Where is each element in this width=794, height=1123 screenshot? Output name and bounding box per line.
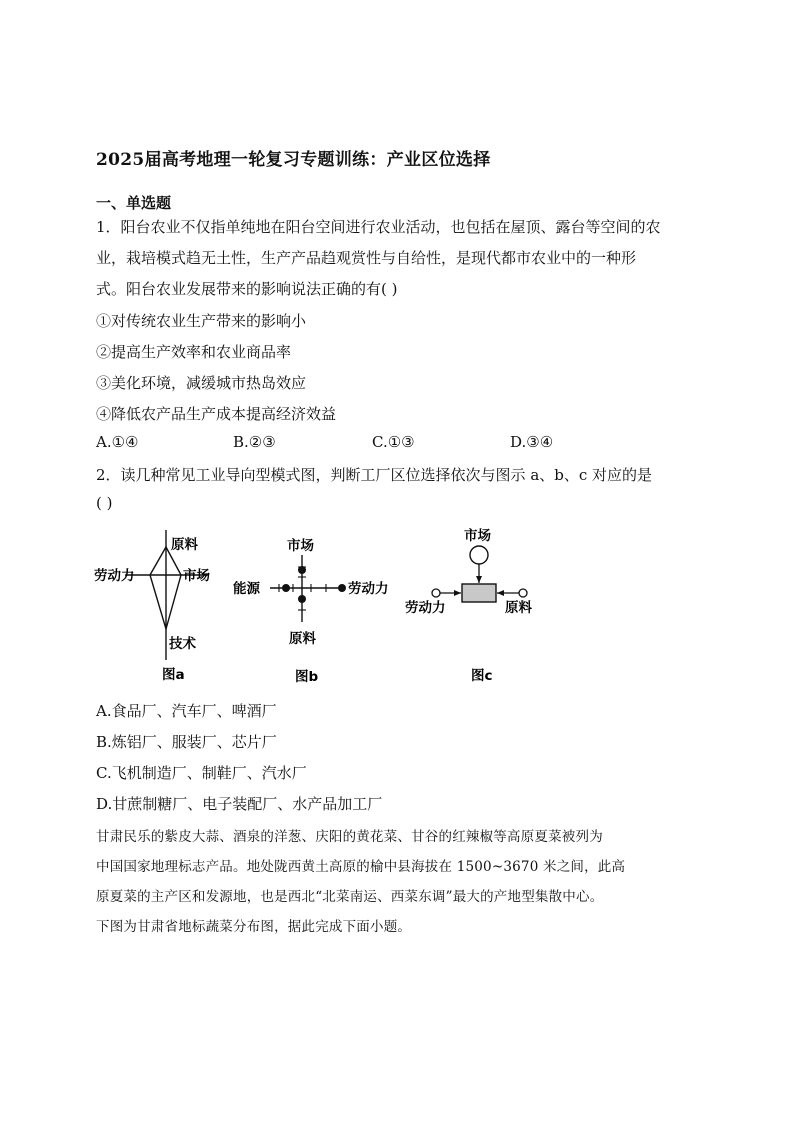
q1-stem-line-2: 业，栽培模式趋无土性，生产产品趋观赏性与自给性，是现代都市农业中的一种形 [96,249,637,267]
document-title: 2025届高考地理一轮复习专题训练：产业区位选择 [96,150,491,170]
passage-line-3: 原夏菜的主产区和发源地，也是西北“北菜南运、西菜东调”最大的产地型集散中心。 [96,889,604,905]
q2-option-b[interactable]: B.炼铝厂、服装厂、芯片厂 [96,733,277,751]
q1-option-c[interactable]: C.①③ [372,433,415,451]
q2-option-a[interactable]: A.食品厂、汽车厂、啤酒厂 [96,702,277,720]
q1-stem-line-1: 1．阳台农业不仅指单纯地在阳台空间进行农业活动，也包括在屋顶、露台等空间的农 [96,218,661,236]
fig-b-label-bottom: 原料 [289,631,316,647]
q2-option-d[interactable]: D.甘蔗制糖厂、电子装配厂、水产品加工厂 [96,795,383,813]
figure-c [405,527,533,684]
q1-stem-line-3: 式。阳台农业发展带来的影响说法正确的有( ) [96,280,398,298]
fig-a-label-top: 原料 [171,537,198,553]
industry-location-figures [0,525,794,695]
fig-c-label-top: 市场 [464,528,491,544]
q1-options [96,433,696,455]
q1-statement-4: ④降低农产品生产成本提高经济效益 [96,405,337,423]
fig-a-label-right: 市场 [183,568,210,584]
q1-option-a[interactable]: A.①④ [96,433,139,451]
fig-b-label-right: 劳动力 [348,581,389,597]
passage-line-1: 甘肃民乐的紫皮大蒜、酒泉的洋葱、庆阳的黄花菜、甘谷的红辣椒等高原夏菜被列为 [96,829,603,845]
fig-b-caption: 图b [295,669,319,685]
fig-b-label-left: 能源 [233,581,260,597]
fig-a-label-left: 劳动力 [94,568,135,584]
figure-b [233,537,389,685]
fig-a-caption: 图a [162,667,185,683]
fig-c-caption: 图c [471,668,493,684]
fig-c-label-right: 原料 [505,600,532,616]
fig-c-label-left: 劳动力 [405,600,446,616]
q2-stem-line-1: 2．读几种常见工业导向型模式图，判断工厂区位选择依次与图示 a、b、c 对应的是 [96,466,653,484]
q1-option-d[interactable]: D.③④ [510,433,554,451]
q2-stem-line-2: ( ) [96,494,113,512]
fig-a-label-bottom: 技术 [169,636,196,652]
q1-option-b[interactable]: B.②③ [233,433,276,451]
section-heading: 一、单选题 [96,194,172,212]
q1-statement-1: ①对传统农业生产带来的影响小 [96,312,307,330]
q1-statement-2: ②提高生产效率和农业商品率 [96,343,292,361]
passage-line-2: 中国国家地理标志产品。地处陇西黄土高原的榆中县海拔在 1500~3670 米之间，此高 [96,859,626,875]
q2-option-c[interactable]: C.飞机制造厂、制鞋厂、汽水厂 [96,764,307,782]
passage-line-4: 下图为甘肃省地标蔬菜分布图，据此完成下面小题。 [96,919,412,935]
figure-a [94,530,210,683]
q1-statement-3: ③美化环境，减缓城市热岛效应 [96,374,307,392]
fig-b-label-top: 市场 [287,538,314,554]
